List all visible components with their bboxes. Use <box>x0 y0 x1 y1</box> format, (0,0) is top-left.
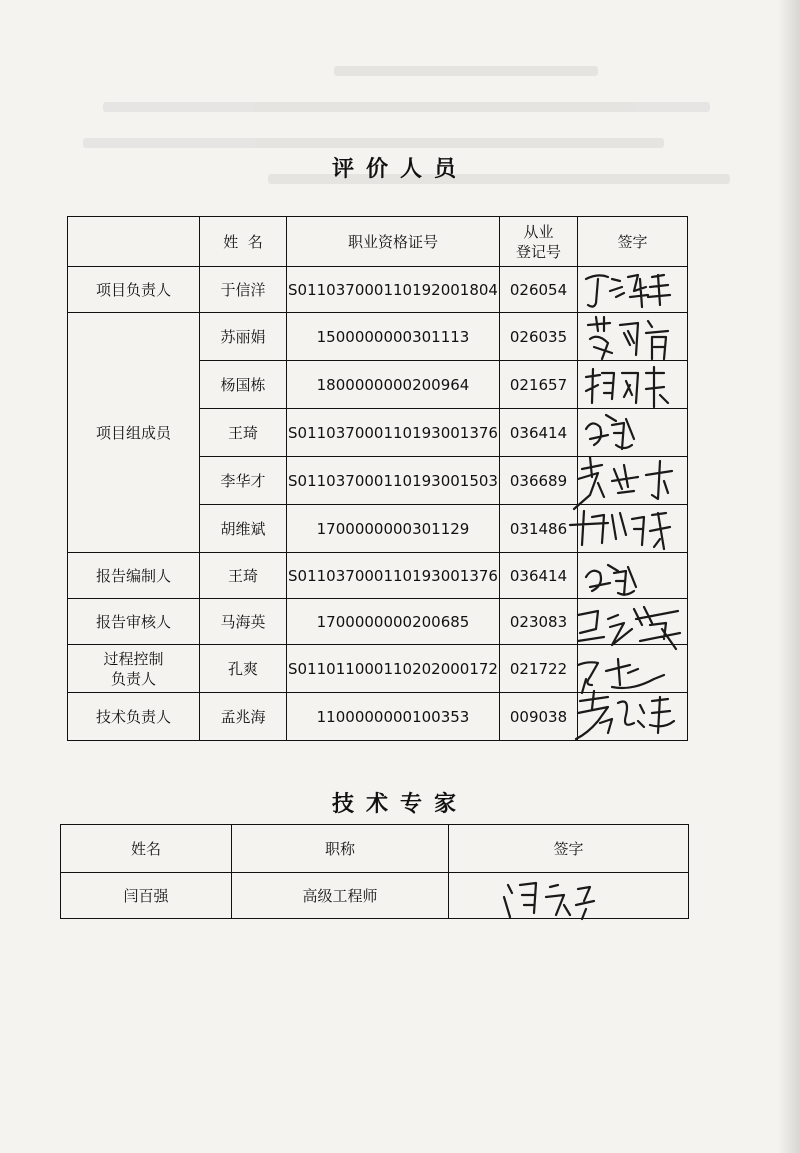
role-cell: 项目组成员 <box>68 313 200 553</box>
role-cell: 技术负责人 <box>68 693 200 741</box>
table-row <box>68 645 688 693</box>
table-row <box>68 693 688 741</box>
signature-handwritten-icon <box>568 683 698 749</box>
role-cell: 报告编制人 <box>68 553 200 599</box>
name-cell: 杨国栋 <box>200 361 287 409</box>
signature-cell <box>578 505 688 553</box>
name-cell: 马海英 <box>200 599 287 645</box>
cert-cell: 1100000000100353 <box>287 693 500 741</box>
signature-handwritten-icon <box>568 447 698 513</box>
signature-handwritten-icon <box>489 865 629 931</box>
signature-handwritten-icon <box>568 399 698 465</box>
bleed-through-text <box>70 40 730 230</box>
cert-cell: 1500000000301113 <box>287 313 500 361</box>
signature-cell <box>578 599 688 645</box>
reg-cell: 021722 <box>500 645 578 693</box>
header-signature: 签字 <box>578 217 688 267</box>
name-cell: 孟兆海 <box>200 693 287 741</box>
personnel-section-title: 评价人员 <box>331 157 468 182</box>
role-cell: 报告审核人 <box>68 599 200 645</box>
reg-cell: 023083 <box>500 599 578 645</box>
signature-handwritten-icon <box>568 303 698 369</box>
reg-cell: 026054 <box>500 267 578 313</box>
cert-cell: 1700000000200685 <box>287 599 500 645</box>
signature-handwritten-icon <box>568 635 698 701</box>
signature-handwritten-icon <box>568 351 698 417</box>
header-reg: 从业 登记号 <box>500 217 578 267</box>
signature-cell <box>578 361 688 409</box>
signature-handwritten-icon <box>568 495 698 561</box>
table-row <box>68 313 688 361</box>
name-cell: 王琦 <box>200 553 287 599</box>
cert-cell: S011011000110202000172 <box>287 645 500 693</box>
reg-cell: 009038 <box>500 693 578 741</box>
personnel-table <box>67 216 688 741</box>
cert-cell: S011037000110193001376 <box>287 553 500 599</box>
cert-cell: S011037000110192001804 <box>287 267 500 313</box>
reg-cell: 026035 <box>500 313 578 361</box>
page-binding-shadow <box>778 0 800 1153</box>
table-header-row <box>68 217 688 267</box>
cert-cell: 1700000000301129 <box>287 505 500 553</box>
header-role <box>68 217 200 267</box>
signature-cell <box>578 409 688 457</box>
signature-cell <box>578 553 688 599</box>
header-title: 职称 <box>232 825 449 873</box>
name-cell: 于信洋 <box>200 267 287 313</box>
signature-cell <box>578 313 688 361</box>
role-cell: 过程控制 负责人 <box>68 645 200 693</box>
reg-cell: 036414 <box>500 409 578 457</box>
name-cell: 苏丽娟 <box>200 313 287 361</box>
table-header-row <box>61 825 689 873</box>
experts-table <box>60 824 689 919</box>
cert-cell: S011037000110193001376 <box>287 409 500 457</box>
signature-cell <box>578 693 688 741</box>
reg-cell: 036689 <box>500 457 578 505</box>
table-row <box>68 553 688 599</box>
signature-cell <box>578 267 688 313</box>
experts-section-title: 技术专家 <box>331 792 468 817</box>
header-signature: 签字 <box>449 825 689 873</box>
name-cell: 闫百强 <box>61 873 232 919</box>
name-cell: 王琦 <box>200 409 287 457</box>
name-cell: 孔爽 <box>200 645 287 693</box>
title-cell: 高级工程师 <box>232 873 449 919</box>
cert-cell: S011037000110193001503 <box>287 457 500 505</box>
header-name: 姓名 <box>61 825 232 873</box>
reg-cell: 031486 <box>500 505 578 553</box>
table-row <box>68 599 688 645</box>
signature-cell <box>578 645 688 693</box>
role-cell: 项目负责人 <box>68 267 200 313</box>
name-cell: 李华才 <box>200 457 287 505</box>
table-row <box>61 873 689 919</box>
reg-cell: 021657 <box>500 361 578 409</box>
header-name: 姓 名 <box>200 217 287 267</box>
header-cert: 职业资格证号 <box>287 217 500 267</box>
signature-cell <box>449 873 689 919</box>
signature-cell <box>578 457 688 505</box>
name-cell: 胡维斌 <box>200 505 287 553</box>
reg-cell: 036414 <box>500 553 578 599</box>
table-row <box>68 267 688 313</box>
cert-cell: 1800000000200964 <box>287 361 500 409</box>
